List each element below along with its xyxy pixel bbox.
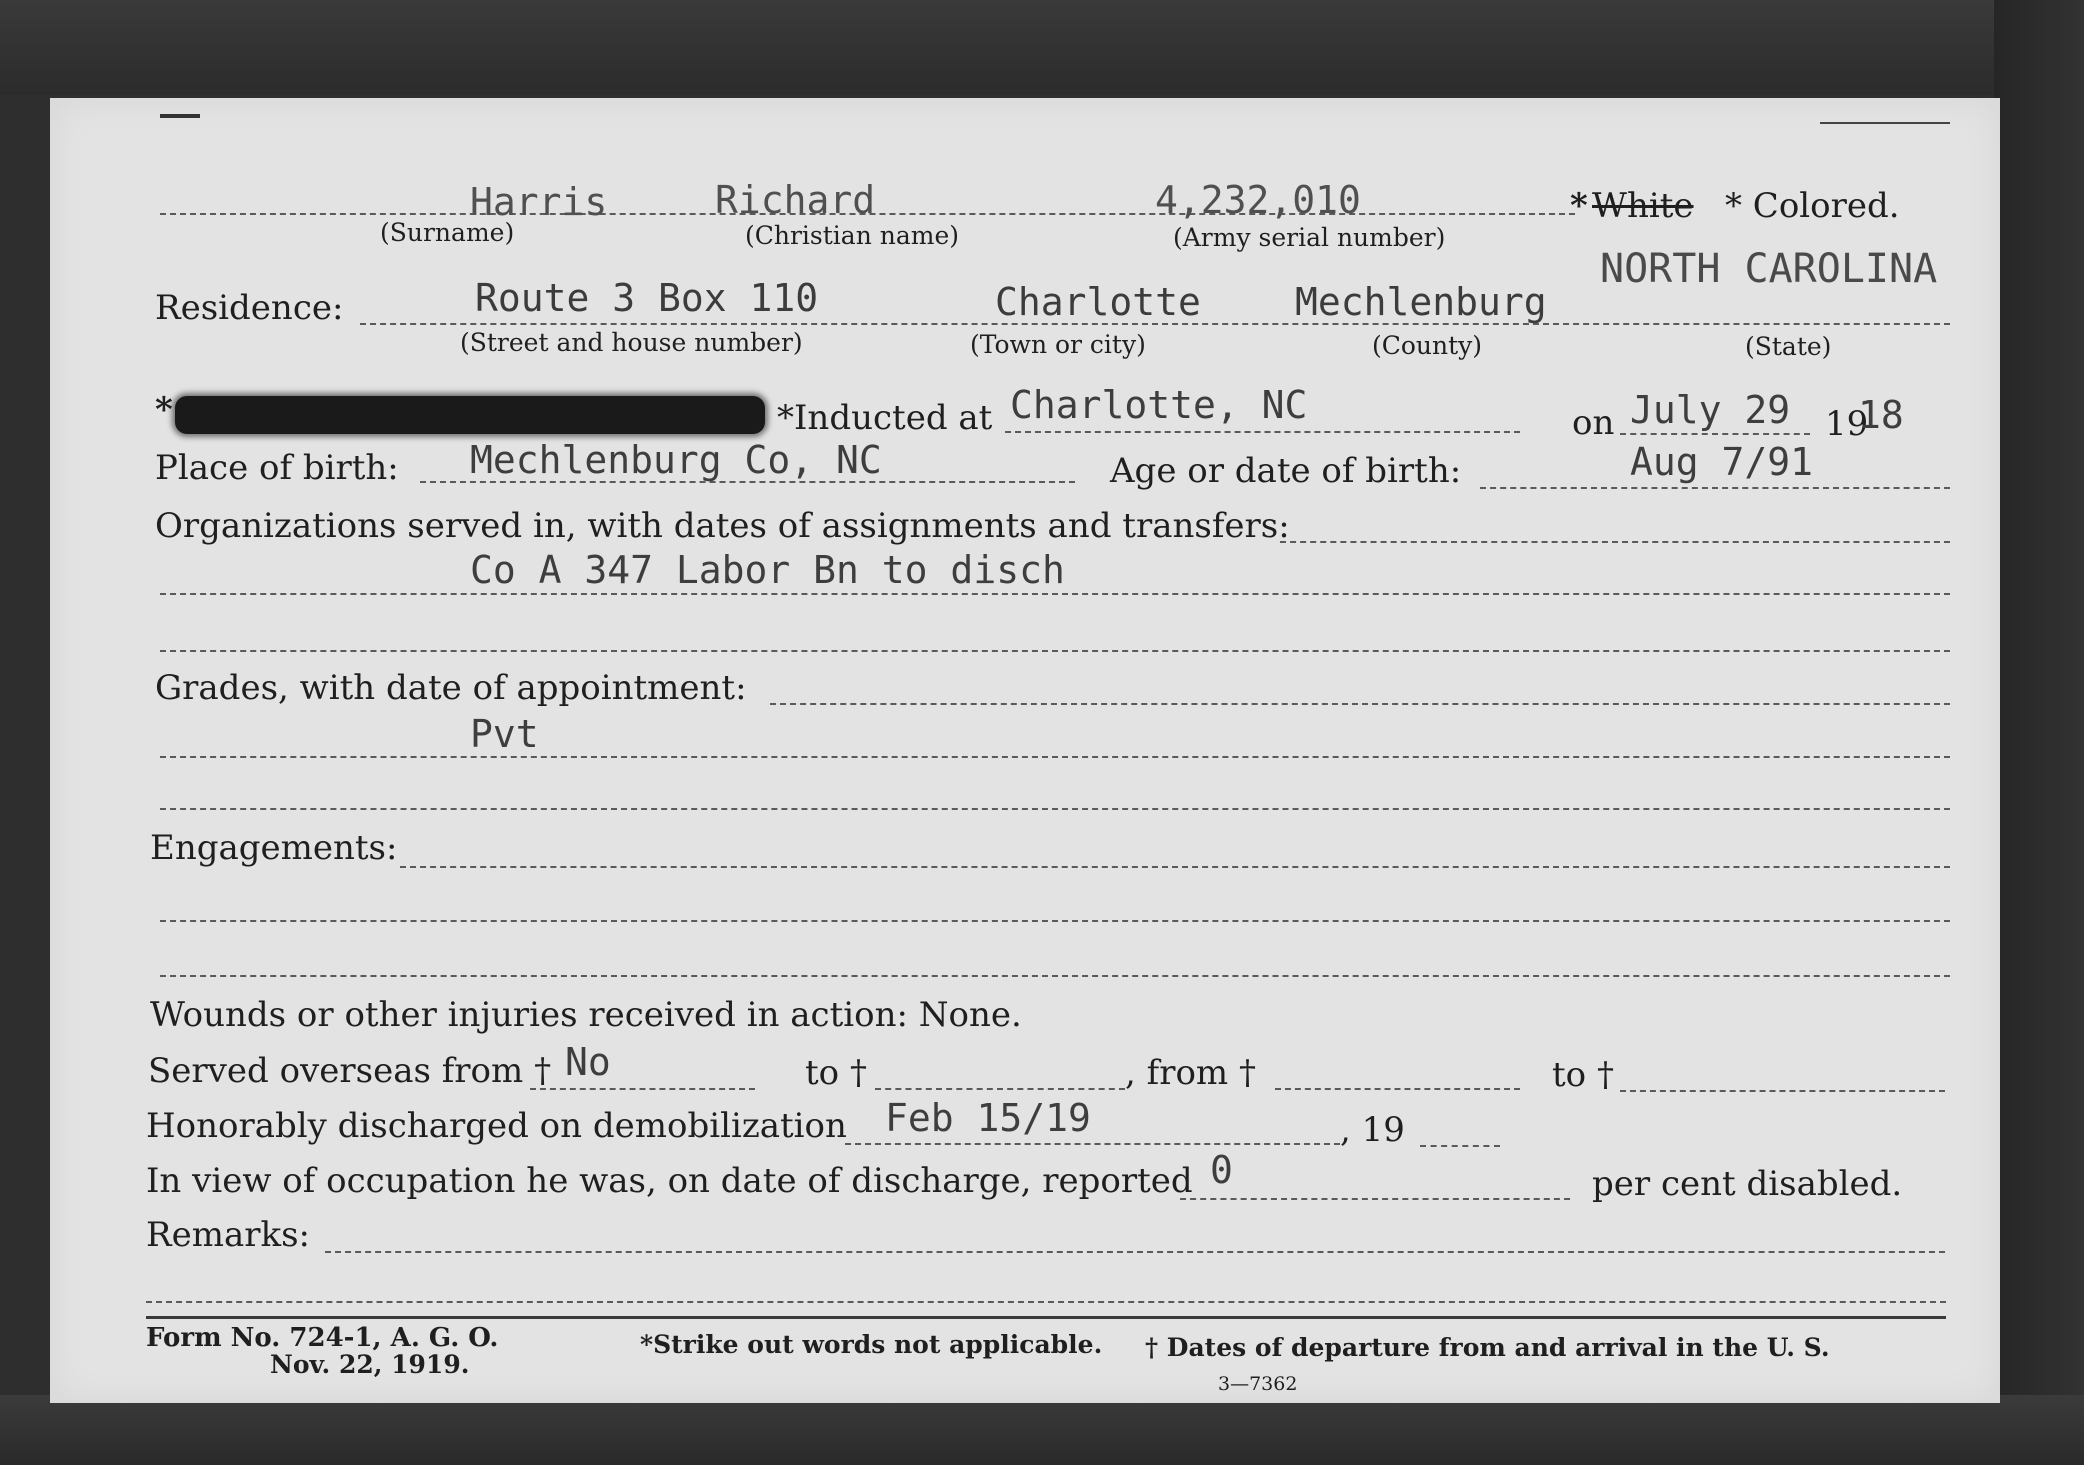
discharge-year-label: , 19 xyxy=(1340,1110,1405,1150)
remarks-line-2 xyxy=(146,1301,1946,1303)
discharge-date: Feb 15/19 xyxy=(885,1096,1091,1140)
organizations-line-3 xyxy=(160,650,1950,652)
disability-line xyxy=(1180,1198,1570,1200)
overseas-to-line xyxy=(875,1088,1125,1090)
residence-town: Charlotte xyxy=(995,280,1201,324)
engagements-line-2 xyxy=(160,920,1950,922)
race-colored: * Colored. xyxy=(1725,186,1900,226)
overseas-from-value: No xyxy=(565,1040,611,1084)
scan-background-right xyxy=(1994,0,2084,1465)
strike-note: *Strike out words not applicable. xyxy=(640,1330,1103,1359)
residence-street: Route 3 Box 110 xyxy=(475,276,819,320)
residence-label: Residence: xyxy=(155,288,344,328)
serial-number-label: (Army serial number) xyxy=(1173,223,1446,252)
state-label: (State) xyxy=(1745,332,1832,361)
service-record-card xyxy=(50,98,2000,1403)
discharge-year-line xyxy=(1420,1145,1500,1147)
inducted-date: July 29 xyxy=(1630,388,1791,432)
birthplace-value: Mechlenburg Co, NC xyxy=(470,438,882,482)
grades-line-2 xyxy=(160,756,1950,758)
grades-value: Pvt xyxy=(470,712,539,756)
state-stamp: NORTH CAROLINA xyxy=(1600,246,1938,292)
inducted-on-label: on xyxy=(1572,403,1615,443)
place-of-birth-label: Place of birth: xyxy=(155,448,399,488)
discharge-label: Honorably discharged on demobilization xyxy=(146,1106,847,1146)
remarks-label: Remarks: xyxy=(146,1215,310,1255)
disability-suffix: per cent disabled. xyxy=(1592,1164,1903,1204)
christian-name-label: (Christian name) xyxy=(745,221,960,250)
card-number-rule xyxy=(1820,122,1950,124)
christian-name-value: Richard xyxy=(715,178,876,222)
birth-date-value: Aug 7/91 xyxy=(1630,440,1814,484)
inducted-line xyxy=(1005,431,1520,433)
remarks-line-1 xyxy=(325,1251,1945,1253)
print-code: 3—7362 xyxy=(1218,1373,1298,1395)
overseas-from-line xyxy=(530,1088,755,1090)
age-line xyxy=(1480,487,1950,489)
engagements-line-1 xyxy=(400,866,1950,868)
inducted-at-label: *Inducted at xyxy=(777,398,993,438)
corner-mark xyxy=(160,114,200,118)
discharge-line xyxy=(845,1143,1340,1145)
redacted-block xyxy=(175,396,765,434)
dates-note: † Dates of departure from and arrival in the U. S. xyxy=(1145,1333,1830,1362)
race-star: * xyxy=(1570,186,1588,226)
town-label: (Town or city) xyxy=(970,330,1146,359)
inducted-date-line xyxy=(1620,433,1810,435)
street-label: (Street and house number) xyxy=(460,328,803,357)
scan-background-top xyxy=(0,0,2084,95)
age-label: Age or date of birth: xyxy=(1110,451,1462,491)
organizations-value: Co A 347 Labor Bn to disch xyxy=(470,548,1065,592)
surname-label: (Surname) xyxy=(380,218,515,247)
form-date: Nov. 22, 1919. xyxy=(270,1350,470,1379)
footer-rule xyxy=(146,1316,1946,1319)
wounds-label: Wounds or other injuries received in action: None. xyxy=(150,995,1022,1035)
organizations-label: Organizations served in, with dates of assignments and transfers: xyxy=(155,506,1290,546)
organizations-line-1 xyxy=(1280,541,1950,543)
serial-number-value: 4,232,010 xyxy=(1155,178,1361,222)
engagements-label: Engagements: xyxy=(150,828,398,868)
grades-label: Grades, with date of appointment: xyxy=(155,668,747,708)
surname-value: Harris xyxy=(470,180,608,224)
inducted-year-suffix: 18 xyxy=(1858,393,1904,437)
overseas-from2-label: , from † xyxy=(1125,1053,1256,1093)
overseas-label: Served overseas from † xyxy=(148,1051,552,1091)
engagements-line-3 xyxy=(160,975,1950,977)
organizations-line-2 xyxy=(160,593,1950,595)
county-label: (County) xyxy=(1372,331,1483,360)
enlisted-star: * xyxy=(155,390,173,430)
inducted-year-prefix: 19 xyxy=(1825,404,1869,444)
overseas-to2-line xyxy=(1620,1090,1945,1092)
scan-background-bottom xyxy=(0,1395,2084,1465)
grades-line-1 xyxy=(770,703,1950,705)
grades-line-3 xyxy=(160,808,1950,810)
overseas-to2-label: to † xyxy=(1552,1055,1614,1095)
disability-value: 0 xyxy=(1210,1148,1233,1192)
form-number: Form No. 724-1, A. G. O. xyxy=(146,1323,499,1353)
disability-label: In view of occupation he was, on date of discharge, reported xyxy=(146,1161,1193,1201)
residence-county: Mechlenburg xyxy=(1295,280,1547,324)
race-white-struck: White xyxy=(1592,186,1694,226)
overseas-to-label: to † xyxy=(805,1053,867,1093)
overseas-from2-line xyxy=(1275,1088,1520,1090)
inducted-place: Charlotte, NC xyxy=(1010,383,1308,427)
